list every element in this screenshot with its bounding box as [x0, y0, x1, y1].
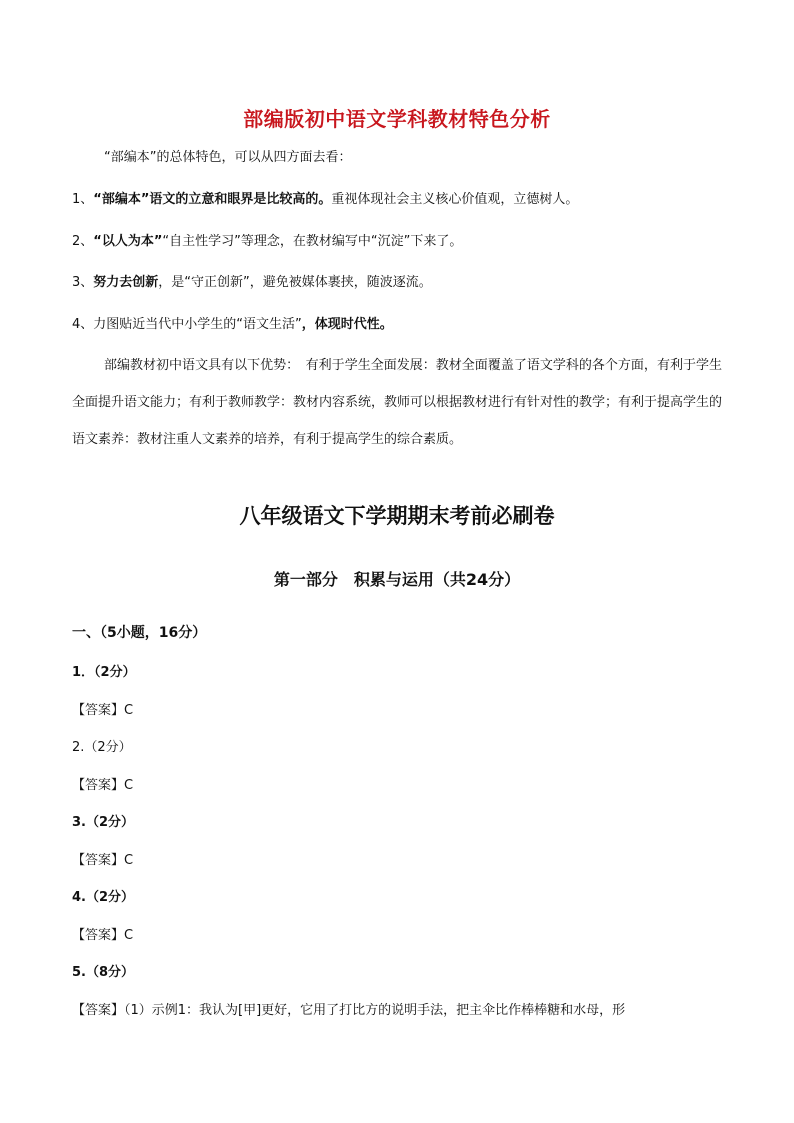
question-3-answer: 【答案】C [72, 853, 134, 868]
advantages-paragraph: 部编教材初中语文具有以下优势： 有利于学生全面发展：教材全面覆盖了语文学科的各个方面，有利于学生全面提升语文能力；有利于教师教学：教材内容系统，教师可以根据教材进行有针对性的教学；有利于提高学生的语文素养：教材注重人文素养的培养，有利于提高学生的综合素质。 [72, 358, 723, 447]
question-5-label: 5.（8分） [72, 965, 135, 980]
question-1-label: 1．（2分） [72, 665, 136, 680]
intro-item-4 [72, 316, 393, 334]
item-bold-text: “部编本”语文的立意和眼界是比较高的。 [93, 192, 332, 207]
item-bold-text: “以人为本” [93, 234, 163, 249]
intro-lead: “部编本”的总体特色，可以从四方面去看： [104, 150, 352, 165]
item-text: 重视体现社会主义核心价值观，立德树人。 [331, 192, 579, 207]
item-number: 4、 [72, 317, 94, 332]
question-4-label: 4.（2分） [72, 890, 135, 905]
exam-title: 八年级语文下学期期末考前必刷卷 [239, 504, 555, 528]
intro-item-1 [72, 191, 578, 209]
item-number: 1、 [72, 192, 94, 207]
intro-item-2 [72, 233, 462, 251]
question-2-label: 2.（2分） [72, 740, 132, 755]
exam-part-heading: 第一部分 积累与运用（共24分） [273, 570, 521, 589]
item-text: ，是“守正创新”，避免被媒体裹挟，随波逐流。 [158, 275, 432, 290]
intro-title: 部编版初中语文学科教材特色分析 [243, 107, 551, 131]
intro-item-3 [72, 274, 432, 292]
item-text: “自主性学习”等理念，在教材编写中“沉淀”下来了。 [162, 234, 463, 249]
item-bold-text: ，体现时代性。 [301, 317, 393, 332]
item-text: 力图贴近当代中小学生的“语文生活” [93, 317, 302, 332]
item-number: 3、 [72, 275, 94, 290]
question-3-label: 3.（2分） [72, 815, 135, 830]
section-heading: 一、（5小题，16分） [72, 625, 207, 641]
question-1-answer: 【答案】C [72, 703, 134, 718]
item-number: 2、 [72, 234, 94, 249]
question-2-answer: 【答案】C [72, 778, 134, 793]
question-4-answer: 【答案】C [72, 928, 134, 943]
item-bold-text: 努力去创新 [93, 275, 159, 290]
question-5-answer: 【答案】（1）示例1：我认为[甲]更好，它用了打比方的说明手法，把主伞比作棒棒糖和水母，形 [72, 1003, 626, 1018]
